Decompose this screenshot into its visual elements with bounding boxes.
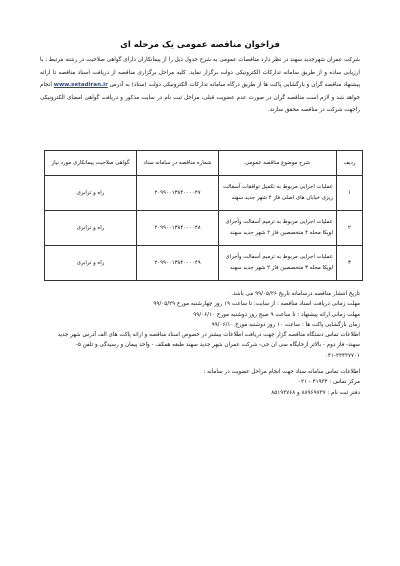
intro-paragraph [40,54,360,117]
setad-contact-heading: اطلاعات تماس سامانه ستاد جهت انجام مراحل عضویت در سامانه : [203,369,360,376]
cell-tender-number: ۲۰۹۹۰۰۱۳۸۴۰۰۰۰۴۸ [137,211,219,246]
cell-subject: عملیات اجرایی مربوط به تکمیل توافقات آسفالت ریزی خیابان های اصلی فاز ۴ شهر جدید سهند [219,176,337,211]
contact-info-line: اطلاعات تماس دستگاه مناقصه گزار جهت دریافت اطلاعات بیشتر در خصوص اسناد مناقصه و ارائه پاکت های الف آدرس شهر جدید [57,332,360,339]
header-license: گواهی صلاحیت پیمانکاری مورد نیاز [45,151,137,176]
page-title: فراخوان مناقصه عمومی یک مرحله ای [120,40,280,50]
bid-deadline: مهلت زمانی ارائه پیشنهاد : تا ساعت ۹ صبح روز دوشنبه مورخ ۹۹/۰۶/۱۰ [193,311,360,318]
cell-subject: عملیات اجرایی مربوط به ترمیم آسفالت وآجرای لوپکا محله ۳ متخصصین فاز ۲ شهر جدید سهند [219,246,337,281]
cell-row-number: ۱ [337,176,363,211]
cell-license: راه و ترابری [45,211,137,246]
contact-center: مرکز تماس : ۴۱۹۳۴ - ۰۲۱ [298,379,360,386]
cell-license: راه و ترابری [45,176,137,211]
cell-tender-number: ۲۰۹۹۰۰۱۳۸۴۰۰۰۰۴۷ [137,176,219,211]
cell-row-number: ۲ [337,211,363,246]
setad-website-link[interactable]: www.setadiran.ir [53,82,108,89]
header-subject: شرح موضوع مناقصه عمومی [219,151,337,176]
cell-tender-number: ۲۰۹۹۰۰۱۳۸۴۰۰۰۰۴۹ [137,246,219,281]
registration-office: دفتر ثبت نام : ۸۸۹۶۹۷۳۷ و ۸۵۱۹۳۷۶۸ [271,389,360,396]
publish-date: تاریخ انتشار مناقصه درسامانه تاریخ ۹۹/۰۵/۲۶ می باشد. [231,291,360,297]
table-row [45,176,363,211]
tender-table [44,150,363,281]
cell-row-number: ۳ [337,246,363,281]
intro-text-part1: شرکت عمران شهرجدید سهند در نظر دارد مناقصات عمومی به شرح جدول ذیل را از پیمانکاران دارای گواهی صلاحیت در رشته مرتبط ، با ارزیابی ساده و از طریق سامانه تدارکات الکترونیکی دولت برگزار نماید. کلیه مراحل برگزاری مناقصه از دریافت اسناد مناقصه تا ارائه پیشنهاد مناقصه گران و بازگشایی پاکت ها از طریق درگاه سامانه تدارکات الکترونیکی دولت (ستاد) به آدرس [40,57,361,89]
table-header-row [45,151,363,176]
header-row-number: ردیف [337,151,363,176]
details-section [40,289,360,398]
table-row [45,211,363,246]
document-deadline: مهلت زمانی دریافت اسناد مناقصه : از سایت: تا ساعت ۱۹ روز چهارشنبه مورخ ۹۹/۰۵/۲۹ [153,301,360,308]
cell-license: راه و ترابری [45,246,137,281]
opening-time: زمان بازگشایی پاکت ها : ساعت ۱۰ روز دوشنبه مورخ ۹۹/۰۶/۱۰ [211,321,360,328]
contact-phone: ۰۴۱-۳۳۴۳۷۷۰۱ [324,352,360,359]
intro-text-part2: انجام خواهد شد و لازم است مناقصه گران در صورت عدم عضویت قبلی، مراحل ثبت نام در سایت مذکور و دریافت گواهی امضای الکترونیکی راجهت شرکت در مناقصه محقق سازند. [40,82,360,114]
header-tender-number: شماره مناقصه در سامانه ستاد [137,151,219,176]
cell-subject: عملیات اجرایی مربوط به ترمیم آسفالت وآجرای لوپکا محله ۴ متخصصین فاز ۲ شهر جدید سهند [219,211,337,246]
table-row [45,246,363,281]
contact-info-line: سهند- فاز دوم - بالاتر ازجایگاه سی ان جی- شرکت عمران شهر جدید سهند طبقه همکف - واحد پیمان و رسیدگی و تلفن ۵- [75,342,360,349]
